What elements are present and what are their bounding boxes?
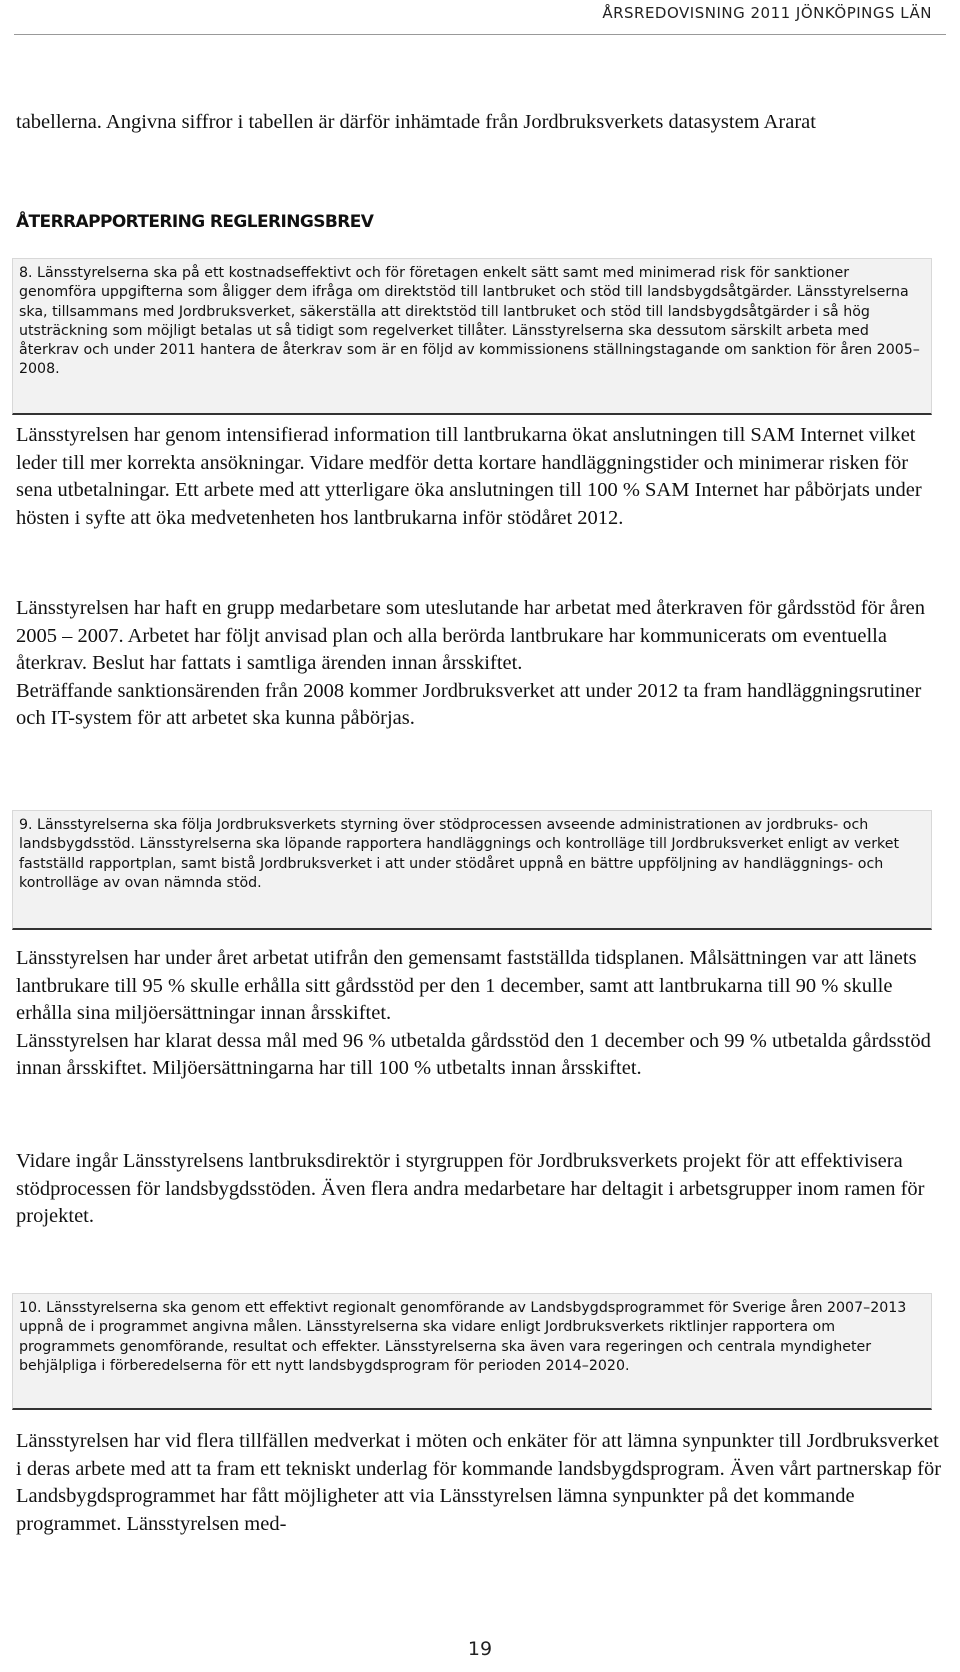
running-header: ÅRSREDOVISNING 2011 JÖNKÖPINGS LÄN [602, 4, 932, 22]
intro-paragraph: tabellerna. Angivna siffror i tabellen är därför inhämtade från Jordbruksverkets datasystem Ararat [16, 111, 816, 133]
header-rule [14, 34, 946, 35]
body-paragraph-3a: Länsstyrelsen har under året arbetat utifrån den gemensamt fastställda tidsplanen. Målsättningen var att länets lantbrukare till 95 % skulle erhålla sitt gårdsstöd per den 1 december, samt att lantbrukarna till 90 % skulle erhålla sina miljöersättningar innan årsskiftet. [16, 947, 917, 1024]
body-paragraph-4: Vidare ingår Länsstyrelsens lantbruksdirektör i styrgruppen för Jordbruksverkets projekt för att effektivisera stödprocessen för landsbygdsstöden. Även flera andra medarbetare har deltagit i arbetsgrupper inom ramen för projektet. [16, 1150, 925, 1227]
body-paragraph-3 [16, 945, 944, 1083]
requirement-box-10: 10. Länsstyrelserna ska genom ett effektivt regionalt genomförande av Landsbygdsprogrammet för Sverige åren 2007–2013 uppnå de i programmet angivna målen. Länsstyrelserna ska vidare enligt Jordbruksverkets riktlinjer rapportera om programmets genomförande, resultat och effekter. Länsstyrelserna ska även vara regeringen och centrala myndigheter behjälpliga i förberedelserna för ett nytt landsbygdsprogram för perioden 2014–2020. [12, 1293, 932, 1410]
page-number: 19 [467, 1638, 493, 1660]
body-paragraph-1: Länsstyrelsen har genom intensifierad information till lantbrukarna ökat anslutningen till SAM Internet vilket leder till mer korrekta ansökningar. Vidare medför detta kortare handläggningstider och minimerar risken för sena utbetalningar. Ett arbete med att ytterligare öka anslutningen till 100 % SAM Internet har påbörjats under hösten i syfte att öka medvetenheten hos lantbrukarna inför stödåret 2012. [16, 424, 922, 529]
requirement-box-9: 9. Länsstyrelserna ska följa Jordbruksverkets styrning över stödprocessen avseende administrationen av jordbruks- och landsbygdsstöd. Länsstyrelserna ska löpande rapportera handläggnings och kontrolläge till Jordbruksverket enligt av verket fastställd rapportplan, samt bistå Jordbruksverket i att under stödåret uppnå en bättre uppföljning av handläggnings- och kontrolläge av ovan nämnda stöd. [12, 810, 932, 930]
body-paragraph-5: Länsstyrelsen har vid flera tillfällen medverkat i möten och enkäter för att lämna synpunkter till Jordbruksverket i deras arbete med att ta fram ett tekniskt underlag för kommande landsbygdsprogram. Även vårt partnerskap för Landsbygdsprogrammet har fått möjligheter att via Länsstyrelsen lämna synpunkter på det kommande programmet. Länsstyrelsen med- [16, 1430, 942, 1535]
requirement-box-8: 8. Länsstyrelserna ska på ett kostnadseffektivt och för företagen enkelt sätt samt med minimerad risk för sanktioner genomföra uppgifterna som åligger dem ifråga om direktstöd till lantbruket och stöd till landsbygdsåtgärder. Länsstyrelserna ska, tillsammans med Jordbruksverket, säkerställa att direktstöd till lantbruket och stöd till landsbygdsåtgärder i så hög utsträckning som möjligt betalas ut så tidigt som regelverket tillåter. Länsstyrelserna ska dessutom särskilt arbeta med återkrav och under 2011 hantera de återkrav som är en följd av kommissionens ställningstagande om sanktion för åren 2005–2008. [12, 258, 932, 415]
body-paragraph-2a: Länsstyrelsen har haft en grupp medarbetare som uteslutande har arbetat med återkraven för gårdsstöd för åren 2005 – 2007. Arbetet har följt anvisad plan och alla berörda lantbrukare har kommunicerats om eventuella återkrav. Beslut har fattats i samtliga ärenden innan årsskiftet. [16, 597, 926, 674]
section-heading: ÅTERRAPPORTERING REGLERINGSBREV [16, 212, 374, 232]
body-paragraph-2 [16, 595, 944, 733]
body-paragraph-2b: Beträffande sanktionsärenden från 2008 kommer Jordbruksverket att under 2012 ta fram handläggningsrutiner och IT-system för att arbetet ska kunna påbörjas. [16, 679, 922, 729]
body-paragraph-3b: Länsstyrelsen har klarat dessa mål med 96 % utbetalda gårdsstöd den 1 december och 99 % utbetalda gårdsstöd innan årsskiftet. Miljöersättningarna har till 100 % utbetalts innan årsskiftet. [16, 1029, 931, 1079]
